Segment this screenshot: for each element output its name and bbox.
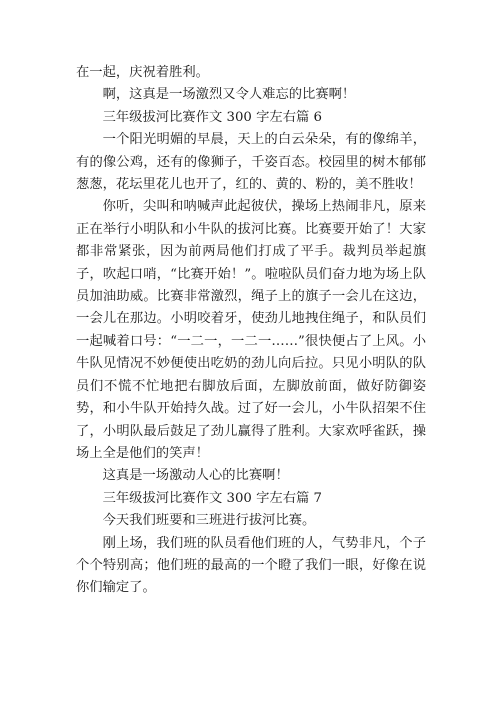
paragraph-match-conclusion: 这真是一场激动人心的比赛啊！ bbox=[102, 468, 289, 484]
paragraph-closing-exclamation: 啊，这真是一场激烈又令人难忘的比赛啊！ bbox=[102, 87, 356, 103]
section-heading-6: 三年级拔河比赛作文 300 字左右篇 6 bbox=[102, 109, 322, 125]
paragraph-intro-class-match: 今天我们班要和三班进行拔河比赛。 bbox=[102, 513, 316, 529]
document-body bbox=[76, 62, 426, 600]
paragraph-opponent-description: 刚上场，我们班的队员看他们班的人，气势非凡，个子个个特别高；他们班的最高的一个瞪了我们一眼，好像在说你们输定了。 bbox=[76, 535, 426, 596]
section-heading-7: 三年级拔河比赛作文 300 字左右篇 7 bbox=[102, 490, 322, 506]
paragraph-morning-scene: 一个阳光明媚的早晨，天上的白云朵朵，有的像绵羊，有的像公鸡，还有的像狮子，千姿百态。校园里的树木郁郁葱葱，花坛里花儿也开了，红的、黄的、粉的，美不胜收！ bbox=[76, 132, 426, 193]
paragraph-continuation: 在一起，庆祝着胜利。 bbox=[76, 65, 209, 80]
paragraph-match-narrative: 你听，尖叫和呐喊声此起彼伏，操场上热闹非凡，原来正在举行小明队和小牛队的拔河比赛。比赛要开始了！大家都非常紧张，因为前两局他们打成了平手。裁判员举起旗子，吹起口哨，“比赛开始！”。啦啦队员们奋力地为场上队员加油助威。比赛非常激烈，绳子上的旗子一会儿在这边，一会儿在那边。小明咬着牙，使劲儿地拽住绳子，和队员们一起喊着口号：“一二一，一二一……”很快便占了上风。小牛队见情况不妙便使出吃奶的劲儿向后拉。只见小明队的队员们不慌不忙地把右脚放后面，左脚放前面，做好防御姿势，和小牛队开始持久战。过了好一会儿，小牛队招架不住了，小明队最后鼓足了劲儿赢得了胜利。大家欢呼雀跃，操场上全是他们的笑声！ bbox=[76, 199, 426, 461]
